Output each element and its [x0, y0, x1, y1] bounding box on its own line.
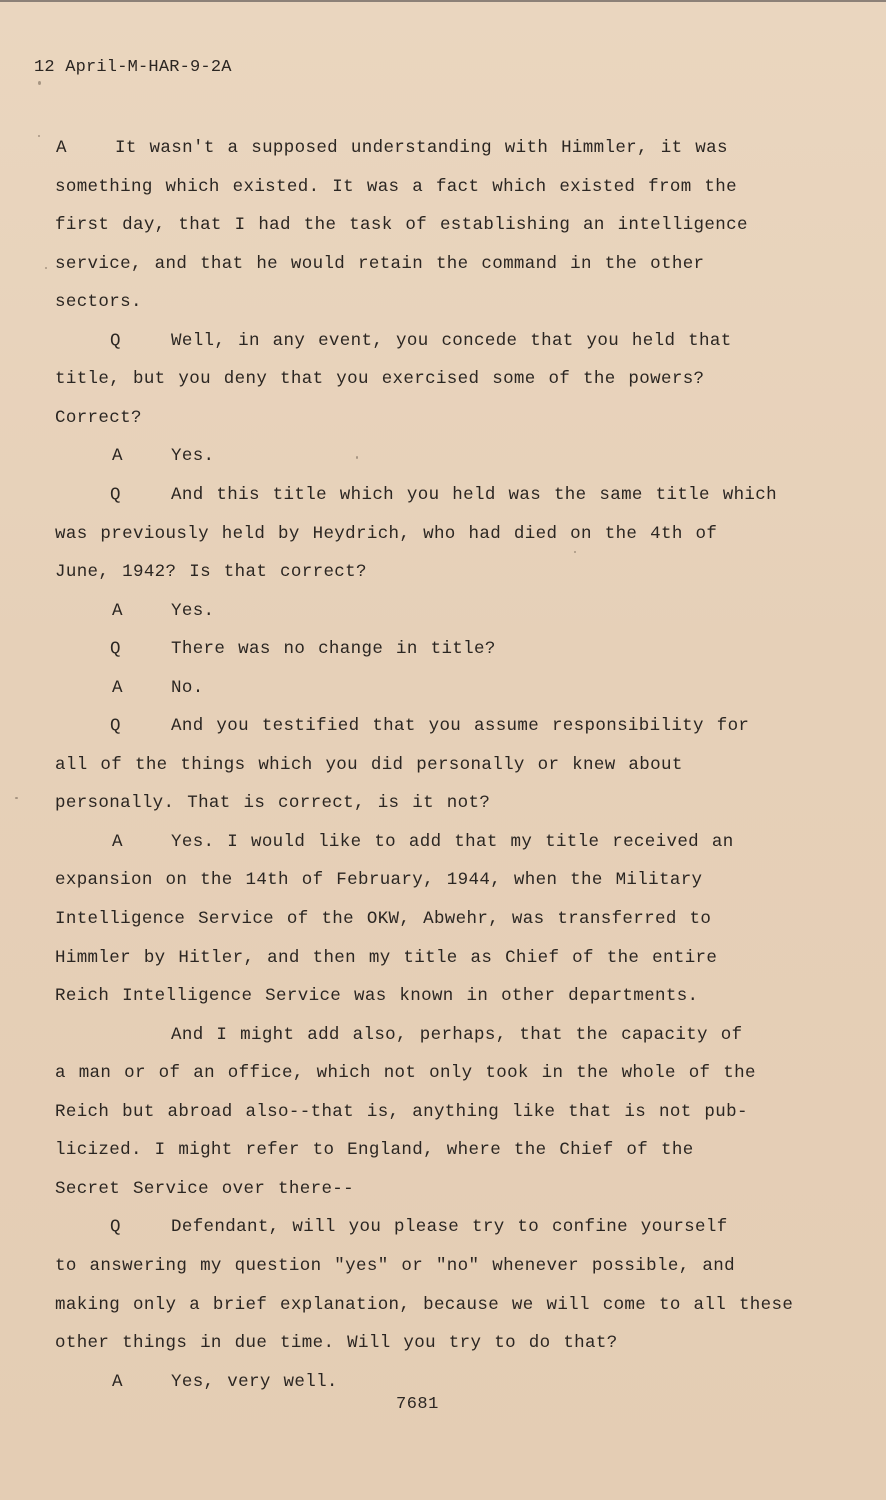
transcript-line: June, 1942? Is that correct? — [55, 562, 367, 582]
transcript-line: Yes. — [171, 446, 215, 466]
speaker-label: A — [112, 678, 123, 698]
transcript-line: Well, in any event, you concede that you held that — [171, 331, 732, 351]
paper-speck — [45, 267, 47, 269]
transcript-line: expansion on the 14th of February, 1944, when the Military — [55, 870, 703, 890]
transcript-line: And you testified that you assume responsibility for — [171, 716, 750, 736]
speaker-label: Q — [110, 639, 121, 659]
transcript-line: No. — [171, 678, 204, 698]
transcript-line: making only a brief explanation, because we will come to all these — [55, 1295, 794, 1315]
transcript-line: Yes. I would like to add that my title received an — [171, 832, 734, 852]
transcript-line: There was no change in title? — [171, 639, 496, 659]
transcript-line: And this title which you held was the same title which — [171, 485, 777, 505]
paper-speck — [574, 551, 576, 553]
transcript-line: service, and that he would retain the command in the other — [55, 254, 705, 274]
transcript-line: licized. I might refer to England, where the Chief of the — [55, 1140, 694, 1160]
transcript-line: Reich but abroad also--that is, anything like that is not pub- — [55, 1102, 748, 1122]
paper-speck — [15, 797, 18, 799]
transcript-line: Correct? — [55, 408, 142, 428]
transcript-line: Intelligence Service of the OKW, Abwehr, was transferred to — [55, 909, 712, 929]
transcript-line: first day, that I had the task of establishing an intelligence — [55, 215, 748, 235]
speaker-label: Q — [110, 716, 121, 736]
speaker-label: Q — [110, 331, 121, 351]
transcript-line: Secret Service over there-- — [55, 1179, 354, 1199]
transcript-line: Yes. — [171, 601, 215, 621]
transcript-line: other things in due time. Will you try to do that? — [55, 1333, 618, 1353]
transcript-line: Yes, very well. — [171, 1372, 338, 1392]
speaker-label: A — [56, 138, 67, 158]
page-number: 7681 — [396, 1395, 439, 1414]
speaker-label: A — [112, 1372, 123, 1392]
transcript-line: personally. That is correct, is it not? — [55, 793, 491, 813]
transcript-line: a man or of an office, which not only took in the whole of the — [55, 1063, 756, 1083]
transcript-line: It wasn't a supposed understanding with Himmler, it was — [115, 138, 728, 158]
transcript-line: all of the things which you did personally or knew about — [55, 755, 683, 775]
transcript-line: And I might add also, perhaps, that the capacity of — [171, 1025, 743, 1045]
transcript-line: was previously held by Heydrich, who had died on the 4th of — [55, 524, 718, 544]
speaker-label: Q — [110, 485, 121, 505]
paper-speck — [356, 456, 358, 459]
transcript-line: sectors. — [55, 292, 142, 312]
speaker-label: A — [112, 446, 123, 466]
transcript-line: to answering my question "yes" or "no" whenever possible, and — [55, 1256, 735, 1276]
paper-speck — [38, 135, 40, 137]
transcript-line: something which existed. It was a fact which existed from the — [55, 177, 737, 197]
transcript-line: title, but you deny that you exercised some of the powers? — [55, 369, 705, 389]
document-header: 12 April-M-HAR-9-2A — [34, 58, 232, 77]
speaker-label: A — [112, 601, 123, 621]
transcript-line: Defendant, will you please try to confine yourself — [171, 1217, 728, 1237]
transcript-body — [0, 2, 886, 1500]
transcript-line: Himmler by Hitler, and then my title as Chief of the entire — [55, 948, 718, 968]
speaker-label: A — [112, 832, 123, 852]
transcript-line: Reich Intelligence Service was known in other departments. — [55, 986, 699, 1006]
speaker-label: Q — [110, 1217, 121, 1237]
paper-speck — [38, 81, 41, 85]
